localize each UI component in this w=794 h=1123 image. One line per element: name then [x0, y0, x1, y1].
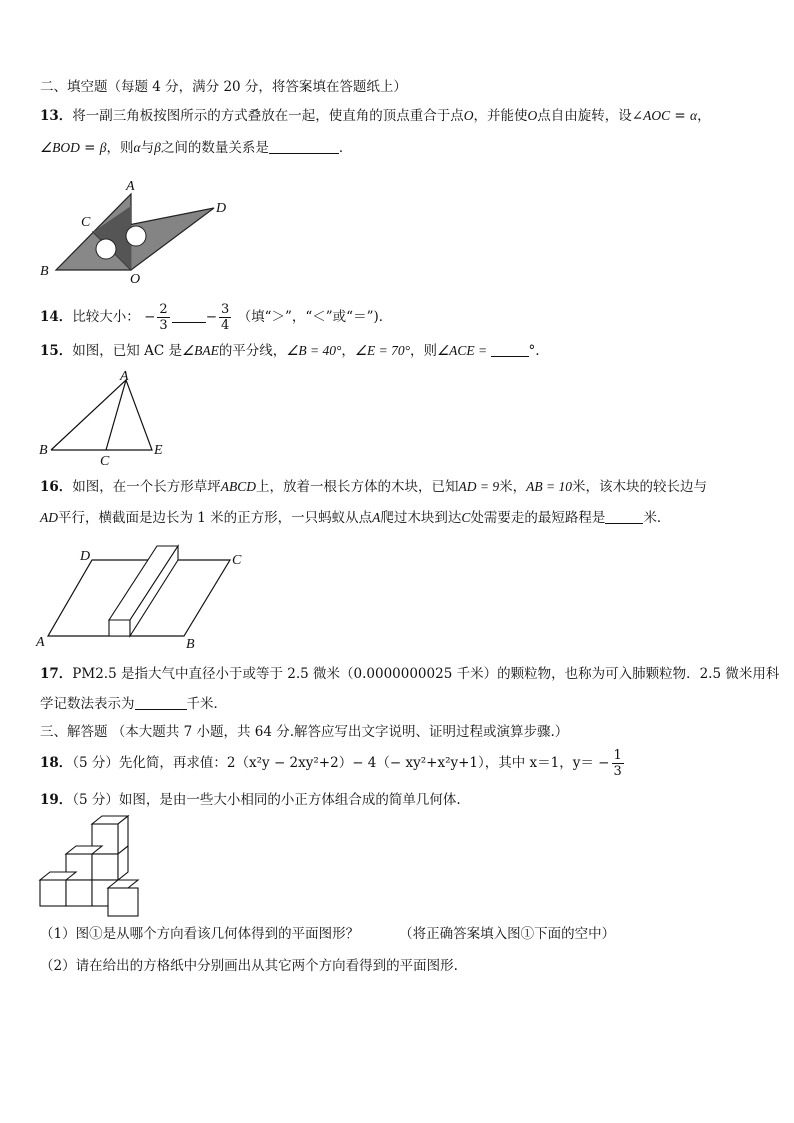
q19-figure-cubes: [34, 812, 146, 920]
question-13-line-2: [40, 138, 754, 158]
q13-text-3: 点自由旋转，设∠: [537, 108, 644, 124]
q14-frac2-num: 3: [221, 302, 230, 317]
q16-line1-b: 上，放着一根长方体的木块，已知: [256, 479, 459, 495]
q18-frac-den: 3: [613, 764, 622, 779]
q15-text-4: ，则: [410, 343, 438, 359]
question-19-sub-1: [40, 924, 754, 944]
q19-text: （5 分）如图，是由一些大小相同的小正方体组合成的简单几何体.: [72, 792, 461, 808]
q13-eq-2: =: [79, 140, 100, 156]
q18-fraction: [612, 748, 624, 779]
q13-text-4: ，则: [106, 140, 134, 156]
q16-point-c: C: [461, 510, 471, 525]
q14-text-2: （填“＞”，“＜”或“＝”)．: [237, 309, 393, 325]
question-13-number: 13．: [40, 108, 73, 124]
q19-sub1-b: （将正确答案填入图①下面的空中）: [399, 926, 616, 942]
q15-label-c: C: [100, 454, 110, 468]
q14-frac2-den: 4: [221, 318, 230, 333]
q16-line1-a: 如图，在一个长方形草坪: [72, 479, 221, 495]
q13-label-c: C: [81, 215, 91, 230]
q15-triangle-abe: [51, 380, 152, 450]
q18-text: （5 分）先化简，再求值：2（x²y − 2xy²+2）− 4（− xy²+x²y+1），其中 x＝1，y＝ −: [72, 755, 610, 771]
q15-angle-bae: ∠BAE: [181, 343, 219, 358]
q13-angle-bod: ∠BOD: [40, 140, 80, 155]
section-3-note: （本大题共 7 小题，共 64 分.解答应写出文字说明、证明过程或演算步骤.）: [111, 724, 569, 740]
q13-comma: ，: [697, 108, 711, 124]
q13-answer-blank[interactable]: [269, 139, 339, 154]
q16-abcd: ABCD: [220, 479, 257, 494]
q13-hole-right: [126, 226, 146, 246]
q13-period: ．: [338, 140, 353, 156]
q16-label-a: A: [36, 635, 45, 650]
question-17-line-2: [40, 694, 754, 714]
q15-text-2: 的平分线，: [218, 343, 287, 359]
q16-block-front: [109, 620, 130, 636]
question-17-number: 17．: [40, 666, 73, 682]
q16-answer-blank[interactable]: [605, 509, 643, 524]
q16-ad-eq: AD = 9: [458, 479, 500, 494]
question-14-number: 14．: [40, 309, 73, 325]
question-13-line-1: [40, 106, 754, 126]
q13-angle-aoc: AOC: [643, 108, 671, 123]
question-16-line-1: [40, 477, 754, 497]
q16-label-b: B: [186, 637, 195, 652]
q13-label-o: O: [130, 272, 141, 286]
q13-text-6: 之间的数量关系是: [160, 140, 269, 156]
q15-bisector-ac: [106, 380, 126, 450]
q16-label-d: D: [80, 549, 91, 564]
q16-figure-lawn: [34, 540, 254, 652]
q14-text-1: 比较大小：: [72, 309, 140, 325]
q16-line2-d: 米．: [643, 510, 671, 526]
q15-text-3: ，: [341, 343, 355, 359]
q18-frac-num: 1: [613, 748, 622, 763]
q15-label-a: A: [120, 369, 129, 384]
q17-line2-b: 千米．: [186, 696, 227, 712]
q16-line1-c: 米，: [499, 479, 527, 495]
q13-alpha: α: [690, 108, 698, 123]
q14-answer-blank[interactable]: [172, 308, 206, 323]
q16-ad: AD: [40, 510, 58, 525]
question-18-line: [40, 748, 754, 779]
q15-angle-ace: ∠ACE =: [437, 343, 491, 358]
q16-point-a: A: [372, 510, 381, 525]
question-16-number: 16．: [40, 479, 73, 495]
question-14-line: [40, 302, 754, 333]
q15-figure-triangle: [36, 368, 176, 468]
question-15-line: [40, 341, 754, 361]
q17-line-1: PM2.5 是指大气中直径小于或等于 2.5 微米（0.0000000025 千米）的颗粒物，也称为可入肺颗粒物．2.5 微米用科: [72, 666, 780, 682]
q13-alpha-2: α: [133, 140, 141, 155]
question-19-number: 19．: [40, 792, 73, 808]
q17-line2-a: 学记数法表示为: [40, 696, 135, 712]
q14-frac1-den: 3: [159, 318, 168, 333]
q13-text-2: ，并能使: [473, 108, 528, 124]
q14-frac1-sign: −: [144, 309, 156, 325]
q15-angle-b: ∠B = 40°: [286, 343, 342, 358]
q15-label-b: B: [39, 443, 48, 458]
question-19-sub-2: （2）请在给出的方格纸中分别画出从其它两个方向看得到的平面图形.: [40, 958, 458, 974]
q16-line2-a: 平行，横截面是边长为 1 米的正方形，一只蚂蚁从点: [58, 510, 373, 526]
question-19-line: [40, 790, 754, 810]
q13-text-1: 将一副三角板按图所示的方式叠放在一起，使直角的顶点重合于点: [72, 108, 464, 124]
q15-answer-blank[interactable]: [491, 342, 529, 357]
q16-line1-d: 米，该木块的较长边与: [572, 479, 708, 495]
q16-label-c: C: [232, 553, 242, 568]
q14-fraction-1: [157, 302, 169, 333]
question-16-line-2: [40, 508, 754, 528]
q15-angle-e: ∠E = 70°: [354, 343, 411, 358]
q13-text-5: 与: [140, 140, 155, 156]
q14-frac2-sign: −: [205, 309, 217, 325]
q13-eq-1: =: [670, 108, 691, 124]
q13-label-a: A: [126, 179, 135, 194]
q15-text-5: °.: [528, 343, 540, 359]
q17-answer-blank[interactable]: [135, 695, 187, 710]
q13-label-b: B: [40, 264, 49, 279]
q15-text-1: 如图，已知 AC 是: [72, 343, 182, 359]
q14-frac1-num: 2: [159, 302, 168, 317]
q19-sub1-a: （1）图①是从哪个方向看该几何体得到的平面图形？: [40, 926, 360, 942]
q13-beta: β: [99, 140, 107, 155]
q13-hole-left: [96, 239, 116, 259]
question-18-number: 18．: [40, 755, 73, 771]
q16-ab-eq: AB = 10: [526, 479, 573, 494]
q15-label-e: E: [154, 443, 163, 458]
question-15-number: 15．: [40, 343, 73, 359]
q16-line2-c: 处需要走的最短路程是: [470, 510, 606, 526]
q13-beta-2: β: [154, 140, 161, 155]
q13-point-o-2: O: [527, 108, 538, 123]
q14-fraction-2: [219, 302, 231, 333]
q13-label-d: D: [216, 201, 227, 216]
question-17-line-1: [40, 664, 780, 684]
section-3-heading: 三、解答题: [40, 724, 108, 740]
q19-cube-stack: [40, 816, 138, 916]
section-2-title: 二、填空题（每题 4 分，满分 20 分，将答案填在答题纸上）: [40, 79, 407, 95]
q13-figure-triangles: [36, 176, 236, 286]
q13-point-o: O: [463, 108, 474, 123]
q16-line2-b: 爬过木块到达: [380, 510, 462, 526]
section-3-title: [40, 722, 754, 742]
